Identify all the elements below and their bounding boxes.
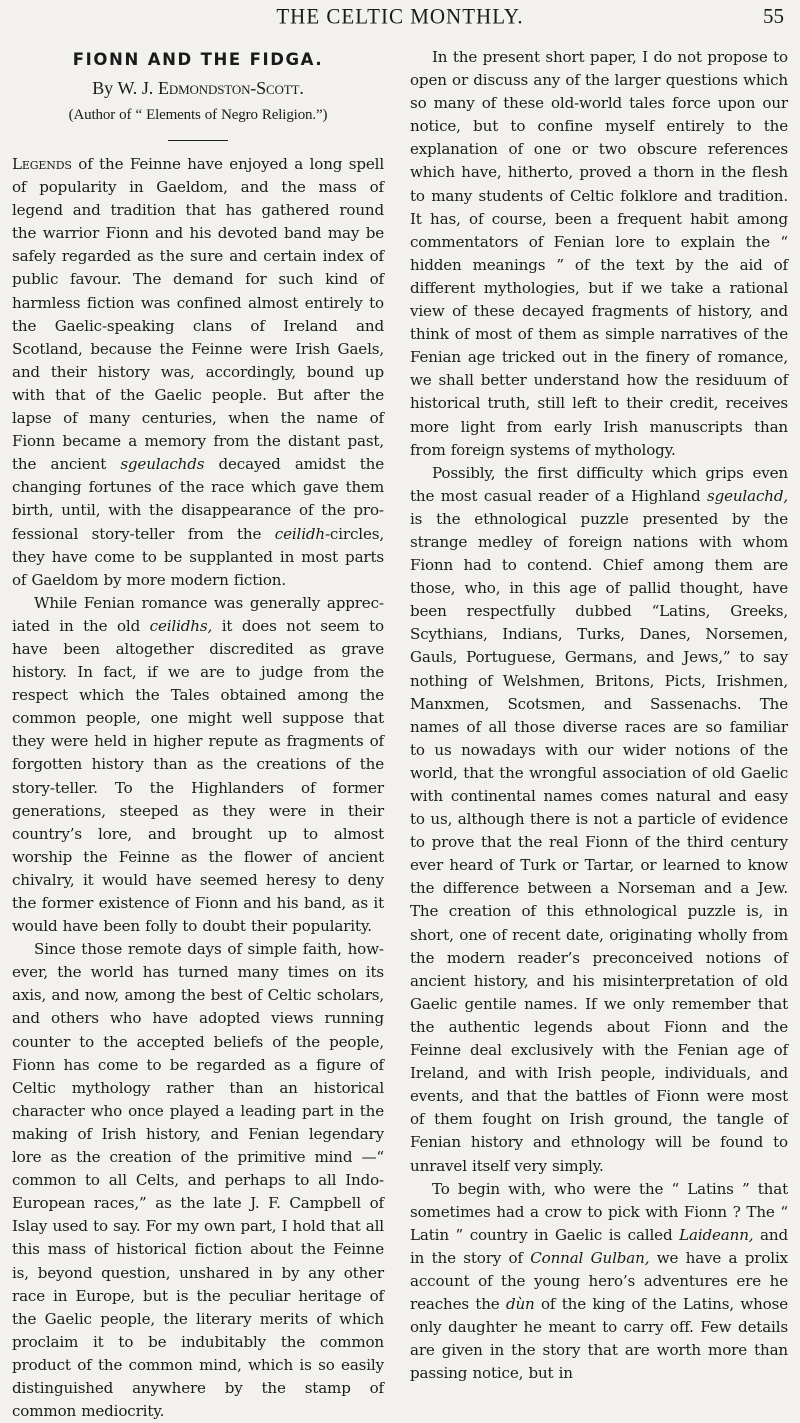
byline-prefix: By W. J.: [92, 78, 158, 98]
text-run: of the Feinne have enjoyed a long spell of popularity in Gaeldom, and the mass of legend and tradition that has gathered round the warrior Fionn and his devoted band may be safely regarded as the sure and certain index of public favour. The demand for such kind of harmless fiction was confined almost entirely to the Gaelic-speaking clans of Ireland and Scotland, because the Feinne were Irish Gaels, and their history was, accordingly, bound up with that of the Gaelic people. But after the lapse of many centuries, when the name of Fionn became a memory from the distant past, the ancient: [12, 155, 384, 474]
text-run: While Fenian romance was generally appreciated in the old: [12, 593, 384, 635]
italic-term: sgeulachd,: [706, 486, 788, 505]
paragraph: [12, 592, 384, 938]
page-number: 55: [763, 4, 784, 28]
italic-term: ceilidh: [274, 524, 325, 543]
italic-term: dùn: [505, 1295, 535, 1314]
paragraph: Since those remote days of simple faith, however, the world has turned many times on its axis, and now, among the best of Celtic scholars, and others who have adopted views running counter to the accepted beliefs of the people, Fionn has come to be regarded as a figure of Celtic mythology rather than an historical character who once played a leading part in the making of Irish history, and Fenian legendary lore as the creation of the primitive mind —“ common to all Celts, and perhaps to all Indo-European races,” as the late J. F. Campbell of Islay used to say. For my own part, I hold that all this mass of historical fiction about the Feinne is, beyond question, unshared in by any other race in Europe, but is the peculiar heritage of the Gaelic people, the literary merits of which proclaim it to be indubitably the common product of the common mind, which is so easily distinguished anywhere by the stamp of common mediocrity.: [12, 940, 384, 1421]
text-run: is the ethnological puzzle presented by the strange medley of foreign nations with whom Fionn had to contend. Chief among them are those, who, in this age of pallid thought, have been respectfully dubbed “Latins, Greeks, Scythians, Indians, Turks, Danes, Norsemen, Gauls, Portuguese, Germans, and Jews,” to say nothing of Welshmen, Britons, Picts, Irishmen, Manxmen, Scotsmen, and Sassenachs. The names of all those diverse races are so familiar to us nowadays with our wider notions of the world, that the wrongful association of old Gaelic with continental names comes natural and easy to us, although there is not a particle of evidence to prove that the real Fionn of the third century ever heard of Turk or Tartar, or learned to know the difference between a Norseman and a Jew. The creation of this ethnological puzzle is, in short, one of recent date, originating wholly from the modern reader’s preconceived notions of ancient history, and his misinterpretation of old Gaelic gentile names. If we only remember that the authentic legends about Fionn and the Feinne deal exclusively with the Fenian age of Ireland, and with Irish people, individuals, and events, and that the battles of Fionn were most of them fought on Irish ground, the tangle of Fenian history and ethnology will be found to unravel itself very simply.: [410, 509, 788, 1175]
text-run: we have a prolix account of the young hero’s adventures ere he reaches the: [410, 1248, 789, 1314]
italic-term: ceilidhs,: [149, 616, 213, 635]
italic-term: Laideann,: [679, 1225, 754, 1244]
author-name: Edmondston-Scott.: [157, 78, 304, 98]
article-title: FIONN AND THE FIDGA.: [72, 50, 324, 69]
paragraph: [410, 462, 788, 1178]
journal-title: THE CELTIC MONTHLY.: [276, 3, 524, 29]
text-run: and in the story of: [410, 1225, 788, 1267]
paragraph: [12, 153, 384, 592]
running-head: [0, 2, 800, 28]
divider-rule: [168, 140, 228, 141]
italic-term: sgeulachds: [120, 455, 205, 474]
text-run: Possibly, the first difficulty which grips even the most casual reader of a Highland: [410, 463, 788, 505]
text-run: -circles, they have come to be supplanted in most parts of Gaeldom by more modern fiction.: [12, 524, 384, 589]
text-run: decayed amidst the changing fortunes of the race which gave them birth, until, with the disappearance of the professional story-teller from the: [12, 455, 384, 543]
text-run: of the king of the Latins, whose only daughter he meant to carry off. Few details are given in the story that are worth more than passing notice, but in: [410, 1295, 788, 1383]
paragraph: In the present short paper, I do not propose to open or discuss any of the larger questions which so many of these old-world tales force upon our notice, but to confine myself entirely to the explanation of one or two obscure references which have, hitherto, proved a thorn in the flesh to many students of Celtic folklore and tradition. It has, of course, been a frequent habit among commentators of Fenian lore to explain the “ hidden meanings ” of the text by the aid of different mythologies, but if we take a rational view of these decayed fragments of history, and think of most of them as simple narratives of the Fenian age tricked out in the finery of romance, we shall better understand how the residuum of historical truth, still left to their credit, receives more light from early Irish manuscripts than from foreign systems of mythology.: [410, 48, 788, 459]
lead-word: Legends: [12, 155, 72, 173]
byline: [12, 76, 384, 100]
left-column: [12, 46, 384, 1423]
author-note: (Author of “ Elements of Negro Religion.”): [68, 107, 328, 123]
right-column: [410, 46, 788, 1385]
text-run: To begin with, who were the “ Latins ” that sometimes had a crow to pick with Fionn ? The “ Latin ” country in Gaelic is called: [410, 1179, 788, 1244]
text-run: it does not seem to have been altogether discredited as grave history. In fact, if we are to judge from the respect which the Tales obtained among the common people, one might well suppose that they were held in higher repute as fragments of forgotten history than as the creations of the story-teller. To the Highlanders of former generations, steeped as they were in their country’s lore, and brought up to almost worship the Feinne as the flower of ancient chivalry, it would have seemed heresy to deny the former existence of Fionn and his band, as it would have been folly to doubt their popularity.: [12, 616, 384, 936]
italic-term: Connal Gulban,: [530, 1248, 650, 1267]
paragraph: [410, 1178, 788, 1386]
